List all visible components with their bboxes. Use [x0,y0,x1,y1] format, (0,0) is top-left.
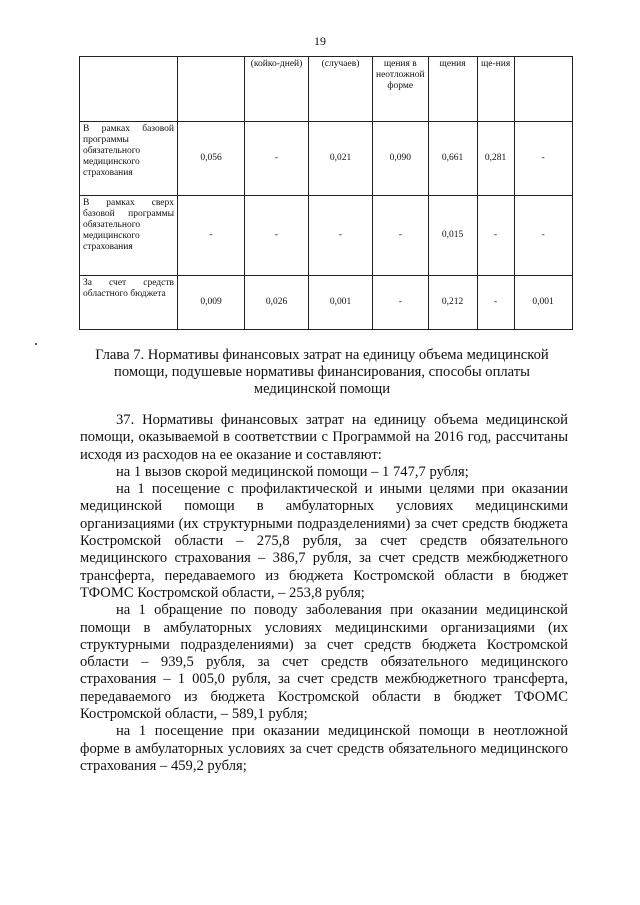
table-cell: 0,090 [373,122,429,196]
scan-speck [35,343,37,345]
table-cell: 0,661 [428,122,477,196]
header-cell: щения [428,57,477,122]
paragraph: на 1 посещение при оказании медицинской помощи в неотложной форме в амбулаторных условиях за счет средств обязательного медицинского страхования – 459,2 рубля; [80,723,568,774]
table-cell: - [477,276,514,330]
table-cell: - [373,196,429,276]
document-body [80,412,568,775]
table-cell: 0,001 [514,276,572,330]
table-cell: - [514,122,572,196]
table-row [80,122,573,196]
table-cell: - [245,122,309,196]
table-row [80,276,573,330]
table-cell: - [373,276,429,330]
header-cell: (койко-дней) [245,57,309,122]
header-cell: щения в неотложной форме [373,57,429,122]
row-label: В рамках сверх базовой программы обязательного медицинского страхования [80,196,178,276]
table-cell: - [245,196,309,276]
table-cell: - [477,196,514,276]
table-cell: 0,212 [428,276,477,330]
table-cell: 0,009 [178,276,245,330]
header-cell [80,57,178,122]
table-cell: - [178,196,245,276]
paragraph: на 1 обращение по поводу заболевания при оказании медицинской помощи в амбулаторных условиях медицинскими организациями (их структурными подразделениями) за счет средств бюджета Костромской области – 939,5 рубля, за счет средств обязательного медицинского страхования – 1 005,0 рубля, за счет средств межбюджетного трансферта, передаваемого из бюджета Костромской области в бюджет ТФОМС Костромской области, – 589,1 рубля; [80,602,568,723]
page-number: 19 [314,34,326,48]
table-header-row [80,57,573,122]
header-cell [514,57,572,122]
chapter-title: Глава 7. Нормативы финансовых затрат на единицу объема медицинской помощи, подушевые нормативы финансирования, способы оплаты медицинской помощи [95,347,549,397]
table-cell: 0,015 [428,196,477,276]
header-cell [178,57,245,122]
table-cell: 0,001 [309,276,373,330]
table-cell: 0,281 [477,122,514,196]
row-label: В рамках базовой программы обязательного медицинского страхования [80,122,178,196]
table-cell: - [514,196,572,276]
table-cell: 0,026 [245,276,309,330]
paragraph: на 1 вызов скорой медицинской помощи – 1 747,7 рубля; [116,463,469,480]
table-cell: 0,021 [309,122,373,196]
norms-table [79,56,573,330]
table-row [80,196,573,276]
paragraph: на 1 посещение с профилактической и иными целями при оказании медицинской помощи в амбулаторных условиях медицинскими организациями (их структурными подразделениями) за счет средств бюджета Костромской области – 275,8 рубля, за счет средств обязательного медицинского страхования – 386,7 рубля, за счет средств межбюджетного трансферта, передаваемого из бюджета Костромской области в бюджет ТФОМС Костромской области, – 253,8 рубля; [80,481,568,601]
paragraph: 37. Нормативы финансовых затрат на единицу объема медицинской помощи, оказываемой в соответствии с Программой на 2016 год, рассчитаны исходя из расходов на ее оказание и составляют: [80,412,568,463]
row-label: За счет средств областного бюджета [80,276,178,330]
header-cell: (случаев) [309,57,373,122]
table-cell: - [309,196,373,276]
table-cell: 0,056 [178,122,245,196]
header-cell: ще-ния [477,57,514,122]
